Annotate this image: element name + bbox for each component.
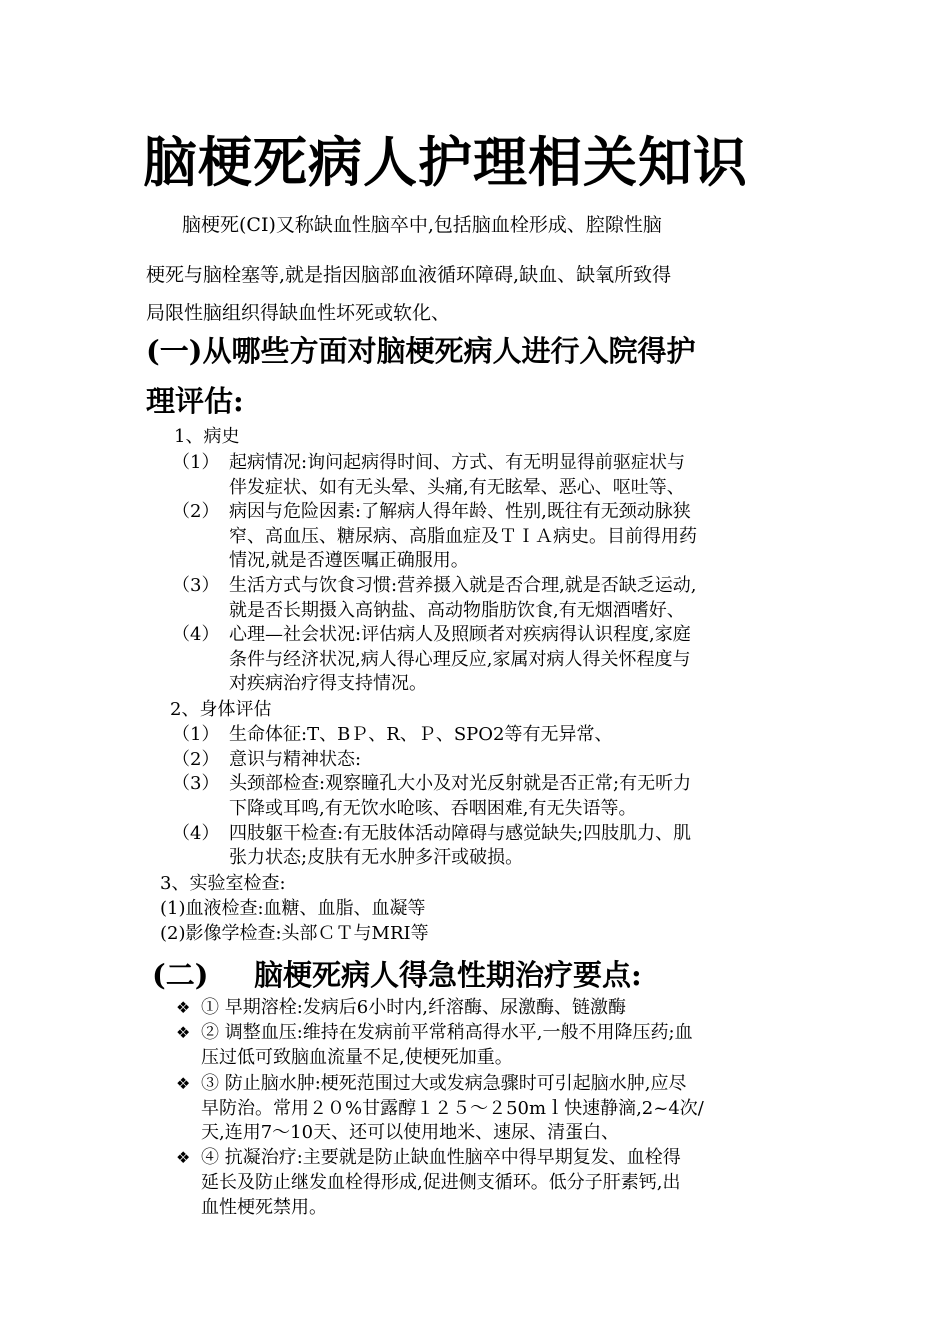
history-item-num: （3）	[172, 575, 220, 596]
diamond-bullet-icon: ❖	[176, 1074, 191, 1093]
diamond-bullet-icon: ❖	[176, 998, 191, 1017]
history-item-line: 情况,就是否遵医嘱正确服用。	[229, 550, 469, 571]
section2-heading-text: 脑梗死病人得急性期治疗要点:	[254, 958, 642, 992]
document-title: 脑梗死病人护理相关知识	[143, 130, 748, 194]
history-item-num: （2）	[172, 501, 220, 522]
treatment-item-line: ② 调整血压:维持在发病前平常稍高得水平,一般不用降压药;血	[201, 1022, 693, 1043]
body-exam-item-num: （1）	[172, 724, 220, 745]
treatment-item-line: 压过低可致脑血流量不足,使梗死加重。	[201, 1047, 513, 1068]
history-item-line: 病因与危险因素:了解病人得年龄、性别,既往有无颈动脉狭	[229, 501, 691, 522]
intro-line: 局限性脑组织得缺血性坏死或软化、	[146, 302, 451, 324]
history-item-line: 就是否长期摄入高钠盐、高动物脂肪饮食,有无烟酒嗜好、	[229, 600, 685, 621]
body-exam-item-line: 下降或耳鸣,有无饮水呛咳、吞咽困难,有无失语等。	[229, 798, 637, 819]
lab-item: (2)影像学检查:头部ＣＴ与MRI等	[160, 923, 429, 944]
history-item-line: 生活方式与饮食习惯:营养摄入就是否合理,就是否缺乏运动,	[229, 575, 697, 596]
treatment-item-line: ① 早期溶栓:发病后6小时内,纤溶酶、尿激酶、链激酶	[201, 997, 626, 1018]
history-item-line: 对疾病治疗得支持情况。	[229, 673, 427, 694]
history-item-num: （1）	[172, 452, 220, 473]
body-exam-item-num: （3）	[172, 773, 220, 794]
body-exam-item-num: （2）	[172, 749, 220, 770]
body-exam-item-line: 生命体征:T、BＰ、R、Ｐ、SPO2等有无异常、	[229, 724, 613, 745]
history-item-line: 条件与经济状况,病人得心理反应,家属对病人得关怀程度与	[229, 649, 691, 670]
history-item-line: 窄、高血压、糖尿病、高脂血症及ＴＩＡ病史。目前得用药	[229, 526, 697, 547]
treatment-item-line: 天,连用7～10天、还可以使用地米、速尿、清蛋白、	[201, 1122, 620, 1143]
lab-label: 3、实验室检查:	[160, 873, 286, 894]
history-item-num: （4）	[172, 624, 220, 645]
history-label: 1、病史	[174, 426, 240, 447]
section2-heading-num: (二)	[152, 958, 209, 992]
history-item-line: 伴发症状、如有无头晕、头痛,有无眩晕、恶心、呕吐等、	[229, 477, 685, 498]
intro-paragraph	[146, 206, 808, 332]
lab-item: (1)血液检查:血糖、血脂、血凝等	[160, 898, 426, 919]
history-item-line: 心理—社会状况:评估病人及照顾者对疾病得认识程度,家庭	[229, 624, 691, 645]
treatment-item-line: 血性梗死禁用。	[201, 1197, 327, 1218]
history-item-line: 起病情况:询问起病得时间、方式、有无明显得前驱症状与	[229, 452, 686, 473]
section1-heading: (一)从哪些方面对脑梗死病人进行入院得护	[146, 334, 696, 368]
section2-heading	[152, 950, 642, 1000]
intro-line: 脑梗死(CⅠ)又称缺血性脑卒中,包括脑血栓形成、腔隙性脑	[182, 214, 662, 236]
treatment-item-line: ④ 抗凝治疗:主要就是防止缺血性脑卒中得早期复发、血栓得	[201, 1147, 681, 1168]
diamond-bullet-icon: ❖	[176, 1023, 191, 1042]
section1-heading-cont: 理评估:	[146, 384, 244, 418]
body-exam-item-num: （4）	[172, 823, 220, 844]
body-exam-label: 2、身体评估	[170, 699, 272, 720]
body-exam-item-line: 张力状态;皮肤有无水肿多汗或破损。	[229, 847, 524, 868]
body-exam-item-line: 意识与精神状态:	[229, 749, 362, 770]
treatment-item-line: ③ 防止脑水肿:梗死范围过大或发病急骤时可引起脑水肿,应尽	[201, 1073, 687, 1094]
intro-line: 梗死与脑栓塞等,就是指因脑部血液循环障碍,缺血、缺氧所致得	[146, 264, 672, 286]
body-exam-item-line: 头颈部检查:观察瞳孔大小及对光反射就是否正常;有无听力	[229, 773, 692, 794]
treatment-item-line: 延长及防止继发血栓得形成,促进侧支循环。低分子肝素钙,出	[201, 1172, 681, 1193]
treatment-item-line: 早防治。常用２０%甘露醇１２５～２50mｌ快速静滴,2~4次/	[201, 1098, 704, 1119]
body-exam-item-line: 四肢躯干检查:有无肢体活动障碍与感觉缺失;四肢肌力、肌	[229, 823, 692, 844]
diamond-bullet-icon: ❖	[176, 1148, 191, 1167]
